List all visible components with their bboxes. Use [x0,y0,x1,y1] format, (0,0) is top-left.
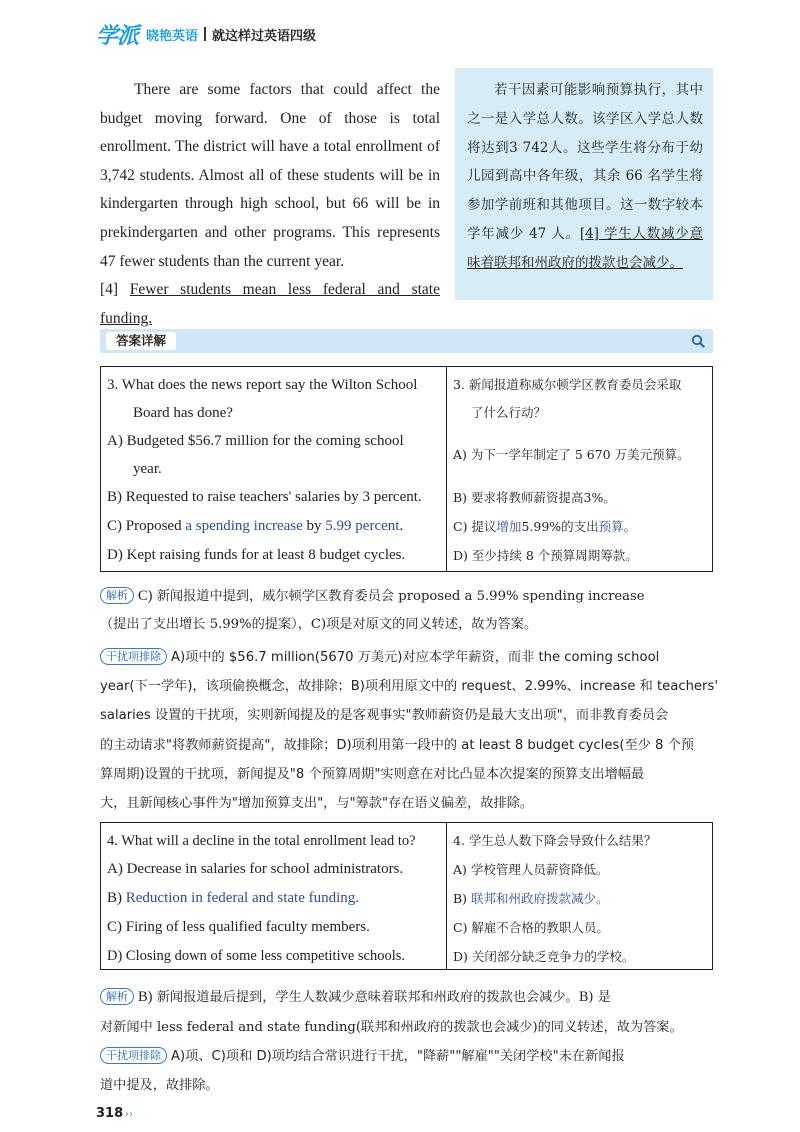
distractor-tag: 干扰项排除 [100,1047,167,1064]
distractor-text-line: 的主动请求"将教师薪资提高"，故排除；D)项利用第一段中的 at least 8 budget cycles(至少 8 个预 [100,737,694,753]
option-b-cn [453,884,706,913]
question-4-table [100,822,713,970]
distractor-4 [100,1042,713,1100]
option-a-cn: A) 为下一学年制定了 5 670 万美元预算。 [453,447,690,462]
question-text: 4. What will a decline in the total enrollment lead to? [107,833,416,849]
answer-section-bar [100,329,713,353]
key-sentence-english: Fewer students mean less federal and state funding. [100,281,440,327]
translation-line: 若干因素可能影响预算执行，其中之 [467,82,703,127]
option-a: A) Budgeted $56.7 million for the coming school [107,433,404,449]
option-b [107,884,440,913]
passage-line: budget moving forward. One of those is total [100,109,440,127]
question-3-table [100,366,713,572]
page-header [96,14,316,54]
option-b: B) Requested to raise teachers' salaries by 3 percent. [107,489,422,505]
question-4-chinese [447,823,712,969]
question-4-english [101,823,447,969]
distractor-text-cont: 道中提及，故排除。 [100,1078,219,1093]
logo: 学派 [96,23,139,49]
option-c-cn-highlight-2: 预算 [598,519,624,534]
brand-name: 晓艳英语 [146,28,199,44]
analysis-3 [100,582,713,639]
header-slogan: 就这样过英语四级 [212,28,317,44]
question-3-chinese [447,367,712,571]
page-number-value: 318 [96,1106,124,1121]
option-c-cn-prefix: C) 提议 [453,519,497,534]
option-d-cn: D) 至少持续 8 个预算周期筹款。 [453,548,638,563]
question-text: 3. What does the news report say the Wilton School [107,377,418,393]
analysis-text-cont: 对新闻中 less federal and state funding(联邦和州政府的拨款也会减少)的同义转述，故为答案。 [100,1020,683,1035]
question-text-cn: 4. 学生总人数下降会导致什么结果？ [453,833,657,848]
analysis-4 [100,982,713,1043]
page-arrow-icon: ›› [125,1109,134,1120]
passage-english [100,76,440,333]
sentence-marker: [4] [100,281,119,299]
option-c-mid: by [302,518,326,534]
option-c-highlight-2: 5.99 percent [325,518,400,534]
option-c [107,512,440,541]
distractor-text-line: salaries 设置的干扰项，实则新闻提及的是客观事实"教师薪资仍是最大支出项"，而非教育委员会 [100,708,669,724]
question-text-cn-cont: 了什么行动？ [471,405,547,420]
section-title: 答案详解 [106,332,176,350]
option-d: D) Kept raising funds for at least 8 budget cycles. [107,547,406,563]
page-number [96,1106,133,1121]
option-c: C) Firing of less qualified faculty members. [107,919,370,935]
key-sentence-chinese: [4] 学生人数减少意味着联邦 [467,225,704,271]
distractor-text: A)项、C)项和 D)项均结合常识进行干扰，"降薪""解雇""关闭学校"未在新闻报 [171,1049,625,1064]
distractor-text-line: year(下一学年)，该项偷换概念，故排除；B)项利用原文中的 request、2.99%、increase 和 teachers' [100,679,718,695]
passage-line: be in prekindergarten and other programs. This [100,195,440,241]
option-c-cn-suffix: 。 [623,519,637,534]
distractor-text-line: 大，且新闻核心事件为"增加预算支出"，与"筹款"存在语义偏差，故排除。 [100,796,534,812]
analysis-text-cont: （提出了支出增长 5.99%的提案），C)项是对原文的同义转述，故为答案。 [100,617,538,632]
option-c-cn [453,512,706,541]
search-icon[interactable] [691,334,705,348]
option-b-cn-highlight: 联邦和州政府拨款减少。 [471,891,609,906]
question-text-cont: Board has done? [133,405,233,421]
translation-line: 前班和其他项目。这一数字较本学年减 [467,197,703,242]
option-c-suffix: . [399,518,404,534]
question-3-english [101,367,447,571]
option-c-cn-highlight: 增加 [496,519,522,534]
passage-line: represents 47 fewer students than the current year. [100,223,440,270]
key-sentence-chinese-cont: 和州政府的拨款也会减少。 [521,254,683,271]
question-text-cn: 3. 新闻报道称威尔顿学区教育委员会采取 [453,377,682,392]
header-divider [204,27,206,41]
answer-letter: B) [138,989,153,1005]
distractor-text-line: 算周期)设置的干扰项，新闻提及"8 个预算周期"实则意在对比凸显本次提案的预算支出增幅最 [100,766,645,782]
analysis-text: 新闻报道中提到，威尔顿学区教育委员会 proposed a 5.99% spending increase [156,589,645,604]
option-b-cn-prefix: B) [453,891,472,906]
option-b-prefix: B) [107,890,126,906]
option-d-cn: D) 关闭部分缺乏竞争力的学校。 [453,949,635,964]
option-c-cn: C) 解雇不合格的教职人员。 [453,920,609,935]
option-b-highlight: Reduction in federal and state funding. [125,890,360,906]
option-c-prefix: C) Proposed [107,518,186,534]
analysis-tag: 解析 [100,988,134,1005]
distractor-text: A)项中的 $56.7 million(5670 万美元)对应本学年薪资，而非 the coming school [171,650,660,665]
passage-line: enrollment. The district will have a total enrollment [100,138,423,156]
option-a-cn: A) 学校管理人员薪资降低。 [453,862,609,877]
option-a: A) Decrease in salaries for school administrators. [107,861,404,877]
translation-line: 一是入学总人数。该学区入学总人数将 [467,110,703,156]
option-c-highlight: a spending increase [185,518,303,534]
distractor-3 [100,643,718,818]
passage-translation [455,68,713,300]
option-c-cn-mid: 5.99%的支出 [521,519,599,534]
option-a-cont: year. [133,461,162,477]
distractor-tag: 干扰项排除 [100,648,167,665]
passage-line: of 3,742 students. Almost all of these students will [100,138,440,184]
option-b-cn: B) 要求将教师薪资提高3%。 [453,490,616,505]
analysis-tag: 解析 [100,587,134,604]
translation-line: 达到3 742人。这些学生将分布于幼儿园 [467,139,703,185]
passage-line: be in kindergarten through high school, but 66 will [100,166,441,213]
translation-line: 少 47 人。 [509,225,580,242]
passage-line: There are some factors that could affect the [134,81,440,98]
option-d: D) Closing down of some less competitive schools. [107,948,406,964]
translation-line: 到高中各年级，其余 66 名学生将参加学 [467,168,703,214]
answer-letter: C) [138,588,153,604]
analysis-text: 新闻报道最后提到，学生人数减少意味着联邦和州政府的拨款也会减少。B) 是 [156,990,611,1005]
